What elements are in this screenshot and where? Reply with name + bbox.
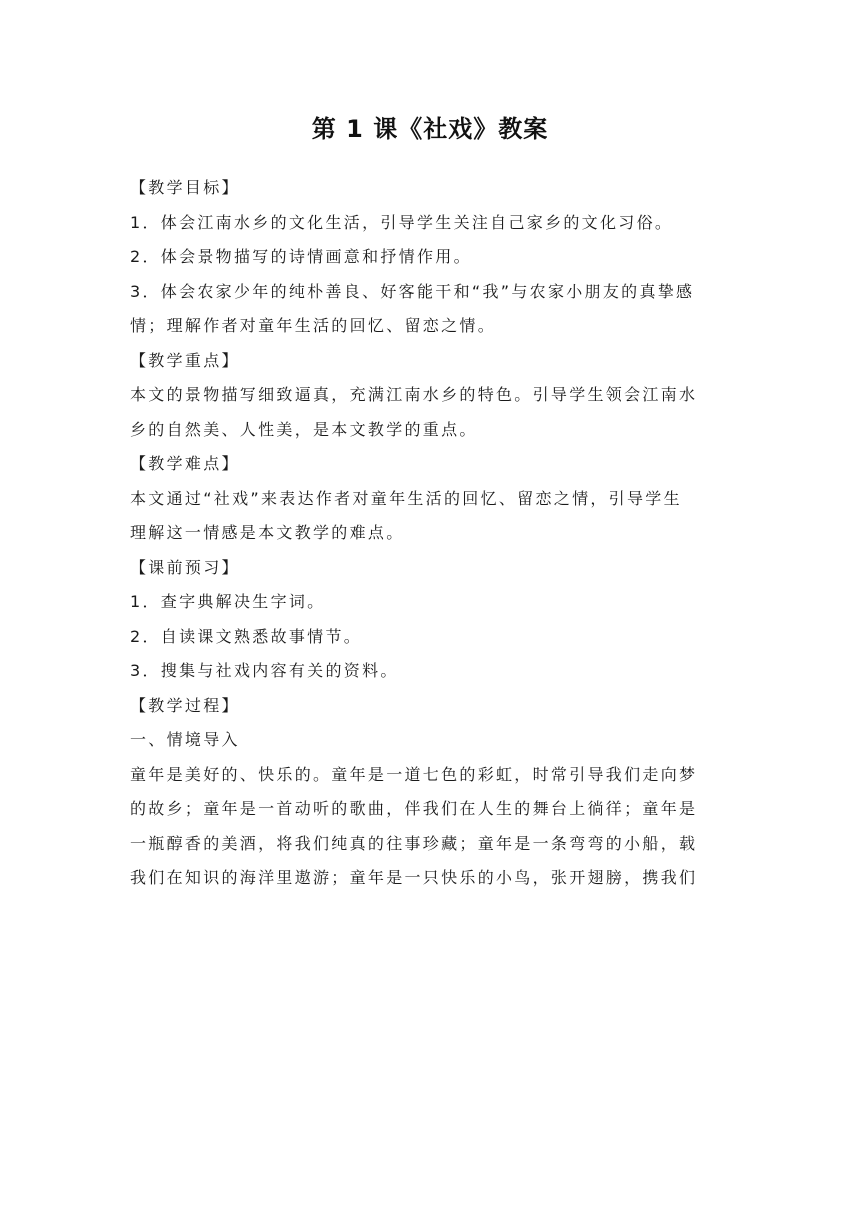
paragraph-line: 理解这一情感是本文教学的难点。 — [130, 523, 405, 542]
paragraph-line: 1．体会江南水乡的文化生活，引导学生关注自己家乡的文化习俗。 — [130, 212, 674, 232]
paragraph-line: 情；理解作者对童年生活的回忆、留恋之情。 — [130, 316, 497, 335]
section-teaching-process — [130, 689, 730, 896]
section-heading: 【教学重点】 — [130, 350, 240, 370]
paragraph-line: 2．体会景物描写的诗情画意和抒情作用。 — [130, 247, 472, 266]
section-heading: 【教学过程】 — [130, 695, 240, 715]
section-heading: 【教学难点】 — [130, 454, 240, 473]
paragraph-line: 3．体会农家少年的纯朴善良、好客能干和“我”与农家小朋友的真挚感 — [130, 281, 695, 301]
section-heading: 【课前预习】 — [130, 557, 240, 577]
section-heading: 【教学目标】 — [130, 178, 240, 197]
paragraph-line: 一瓶醇香的美酒，将我们纯真的往事珍藏；童年是一条弯弯的小船，载 — [130, 833, 698, 853]
section-preview — [130, 551, 730, 689]
paragraph-line: 本文通过“社戏”来表达作者对童年生活的回忆、留恋之情，引导学生 — [130, 488, 682, 508]
section-teaching-focus — [130, 344, 730, 448]
document-title: 第 1 课《社戏》教案 — [311, 115, 549, 143]
paragraph-line: 1．查字典解决生字词。 — [130, 592, 326, 611]
paragraph-line: 乡的自然美、人性美，是本文教学的重点。 — [130, 419, 478, 439]
paragraph-line: 一、情境导入 — [130, 730, 240, 749]
paragraph-line: 2．自读课文熟悉故事情节。 — [130, 626, 363, 646]
paragraph-line: 我们在知识的海洋里遨游；童年是一只快乐的小鸟，张开翅膀，携我们 — [130, 868, 698, 887]
document-body — [130, 171, 730, 896]
section-teaching-goals — [130, 171, 730, 344]
section-teaching-difficulty — [130, 447, 730, 551]
paragraph-line: 的故乡；童年是一首动听的歌曲，伴我们在人生的舞台上徜徉；童年是 — [130, 799, 698, 818]
paragraph-line: 本文的景物描写细致逼真，充满江南水乡的特色。引导学生领会江南水 — [130, 385, 698, 404]
paragraph-line: 童年是美好的、快乐的。童年是一道七色的彩虹，时常引导我们走向梦 — [130, 764, 698, 784]
paragraph-line: 3．搜集与社戏内容有关的资料。 — [130, 661, 399, 680]
